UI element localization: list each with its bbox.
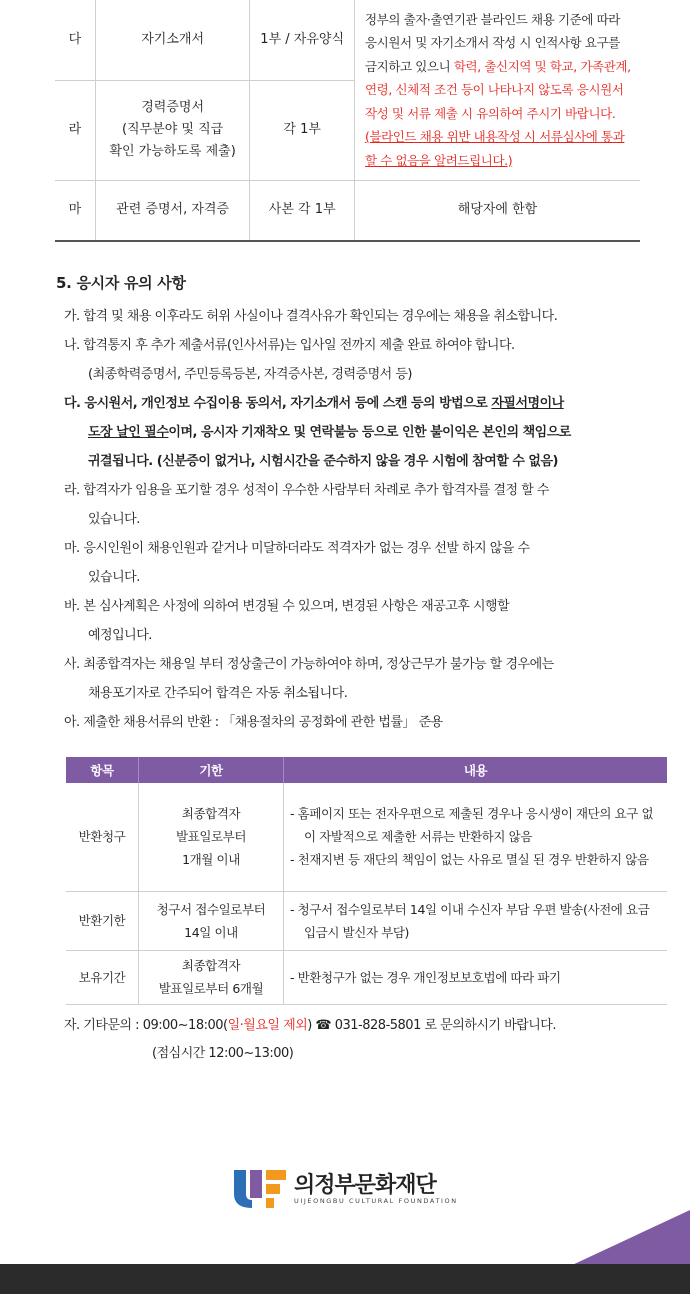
- foundation-logo: [232, 1168, 462, 1210]
- doc-name: 자기소개서: [95, 0, 249, 80]
- logo-mark-icon: [232, 1168, 290, 1210]
- row-number: 마: [55, 180, 95, 241]
- list-item: 아. 제출한 채용서류의 반환 : 「채용절차의 공정화에 관한 법률」 준용: [64, 715, 443, 730]
- row-content: - 홈페이지 또는 전자우편으로 제출된 경우나 응시생이 재단의 요구 없이 자발적으로 제출한 서류는 반환하지 않음 - 천재지변 등 재단의 책임이 없는 사유로 멸실 된 경우 반환하지 않음: [284, 783, 668, 891]
- lunch-time: (점심시간 12:00~13:00): [152, 1046, 294, 1061]
- row-item: 반환청구: [66, 783, 139, 891]
- row-item: 보유기간: [66, 950, 139, 1004]
- table-row: [55, 0, 640, 80]
- row-deadline: 최종합격자 발표일로부터 1개월 이내: [139, 783, 284, 891]
- doc-count: 사본 각 1부: [250, 180, 355, 241]
- table-row: [66, 891, 667, 950]
- row-content: - 청구서 접수일로부터 14일 이내 수신자 부담 우편 발송(사전에 요금 입금시 발신자 부담): [284, 891, 668, 950]
- notice-list: [64, 302, 664, 737]
- list-item: 나. 합격통지 후 추가 제출서류(인사서류)는 입사일 전까지 제출 완료 하여야 합니다. (최종학력증명서, 주민등록등본, 자격증사본, 경력증명서 등): [64, 338, 515, 382]
- doc-name: 관련 증명서, 자격증: [95, 180, 249, 241]
- row-content: - 반환청구가 없는 경우 개인정보보호법에 따라 파기: [284, 950, 668, 1004]
- header-content: 내용: [284, 757, 668, 783]
- doc-note: 해당자에 한함: [354, 180, 640, 241]
- list-item: 마. 응시인원이 채용인원과 같거나 미달하더라도 적격자가 없는 경우 선발 하지 않을 수 있습니다.: [64, 541, 530, 585]
- doc-name: 경력증명서 (직무분야 및 직급 확인 가능하도록 제출): [95, 80, 249, 180]
- row-number: 다: [55, 0, 95, 80]
- row-deadline: 청구서 접수일로부터 14일 이내: [139, 891, 284, 950]
- document-list-table: [55, 0, 640, 242]
- logo-english-name: UIJEONGBU CULTURAL FOUNDATION: [294, 1197, 458, 1205]
- footer-bar: [0, 1264, 690, 1294]
- section-title: 5. 응시자 유의 사항: [56, 274, 186, 292]
- table-header-row: [66, 757, 667, 783]
- list-item: 바. 본 심사계획은 사정에 의하여 변경될 수 있으며, 변경된 사항은 재공고후 시행할 예정입니다.: [64, 599, 510, 643]
- header-item: 항목: [66, 757, 139, 783]
- closed-days: 일·월요일 제외: [227, 1018, 308, 1033]
- list-item: 사. 최종합격자는 채용일 부터 정상출근이 가능하여야 하며, 정상근무가 불가능 할 경우에는 채용포기자로 간주되어 합격은 자동 취소됩니다.: [64, 657, 554, 701]
- doc-count: 1부 / 자유양식: [250, 0, 355, 80]
- blind-warning: 학력, 출신지역 및 학교, 가족관계, 연령, 신체적 조건 등이 나타나지 않도록 응시원서 작성 및 서류 제출 시 유의하여 주시기 바랍니다.: [364, 58, 631, 121]
- list-item: 라. 합격자가 임용을 포기할 경우 성적이 우수한 사람부터 차례로 추가 합격자를 결정 할 수 있습니다.: [64, 483, 549, 527]
- blind-violation-warning: (블라인드 채용 위반 내용작성 시 서류심사에 통과할 수 없음을 알려드립니다.): [364, 129, 625, 168]
- blind-hiring-note: 정부의 출자·출연기관 블라인드 채용 기준에 따라 응시원서 및 자기소개서 작성 시 인적사항 요구를 금지하고 있으니 학력, 출신지역 및 학교, 가족관계, 연령, 신체적 조건 등이 나타나지 않도록 응시원서 작성 및 서류 제출 시 유의하여 주시기 바랍니다. (블라인드 채용 위반 내용작성 시 서류심사에 통과할 수 없음을 알려드립니다.): [354, 0, 640, 180]
- logo-name: 의정부문화재단: [294, 1173, 436, 1198]
- header-deadline: 기한: [139, 757, 284, 783]
- footer-purple-shape: [540, 1210, 690, 1266]
- table-row: [66, 950, 667, 1004]
- row-item: 반환기한: [66, 891, 139, 950]
- row-number: 라: [55, 80, 95, 180]
- table-row: [55, 180, 640, 241]
- doc-count: 각 1부: [250, 80, 355, 180]
- list-item: 다. 응시원서, 개인정보 수집이용 동의서, 자기소개서 등에 스캔 등의 방법으로 자필서명이나 도장 날인 필수이며, 응시자 기재착오 및 연락불능 등으로 인한 불이익은 본인의 책임으로 귀결됩니다. (신분증이 없거나, 시험시간을 준수하지 않을 경우 시험에 참여할 수 없음): [64, 396, 571, 469]
- contact-info: 자. 기타문의 : 09:00~18:00(일·월요일 제외) ☎ 031-828-5801 로 문의하시기 바랍니다. (점심시간 12:00~13:00): [64, 1012, 556, 1068]
- table-row: [66, 783, 667, 891]
- return-policy-table: [66, 757, 667, 1005]
- list-item: 가. 합격 및 채용 이후라도 허위 사실이나 결격사유가 확인되는 경우에는 채용을 취소합니다.: [64, 309, 558, 324]
- row-deadline: 최종합격자 발표일로부터 6개월: [139, 950, 284, 1004]
